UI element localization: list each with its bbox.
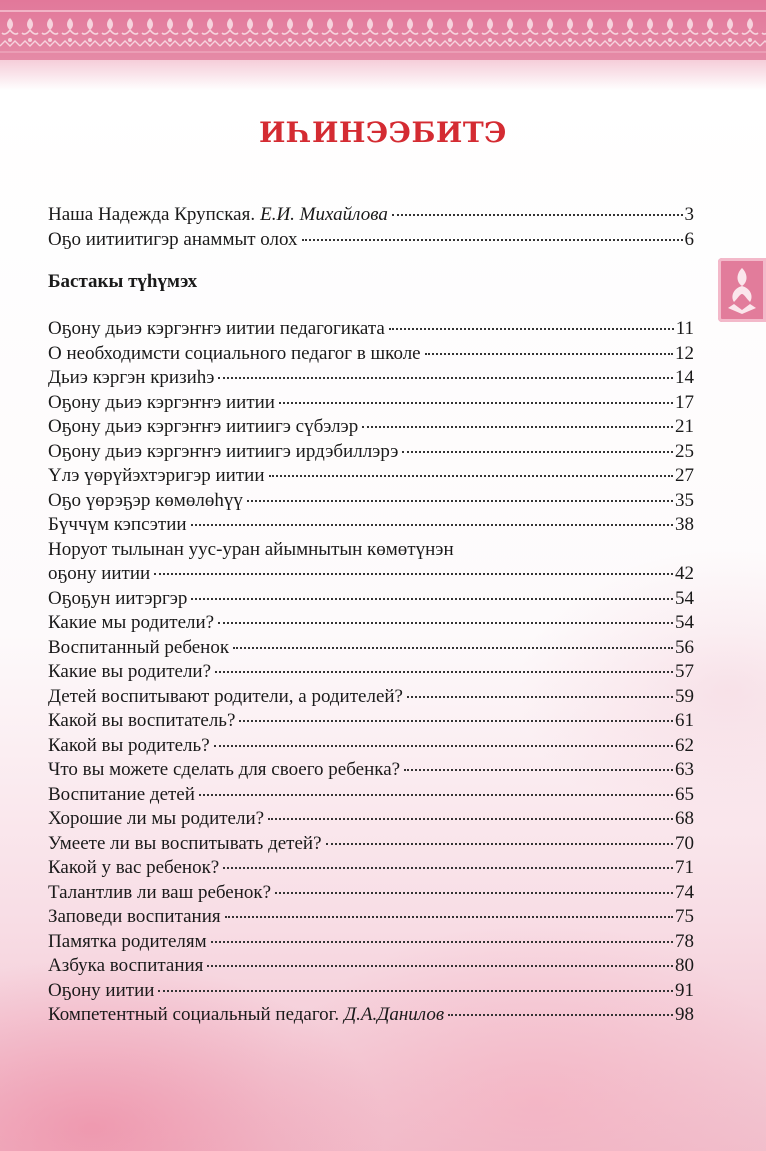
leader-dots	[191, 524, 673, 526]
leader-dots	[218, 377, 673, 379]
toc-entry	[48, 758, 694, 783]
toc-entry	[48, 489, 694, 514]
toc-entry-text: Оҕо иитиитигэр анаммыт олох	[48, 228, 298, 250]
toc-entry-page: 74	[675, 881, 694, 903]
leader-dots	[425, 353, 673, 355]
toc-entry	[48, 905, 694, 930]
toc-entry	[48, 636, 694, 661]
toc-entry-text: Хорошие ли мы родители?	[48, 808, 265, 829]
toc-entry-page: 54	[675, 612, 694, 633]
leader-dots	[211, 941, 673, 943]
toc-entry-page: 25	[675, 440, 694, 462]
toc-entry-text: Памятка родителям	[48, 930, 207, 952]
toc-entry	[48, 342, 694, 367]
leader-dots	[407, 696, 673, 698]
toc-entry	[48, 856, 694, 881]
toc-entry-page: 70	[675, 832, 694, 854]
toc-entry-page: 3	[684, 204, 694, 225]
toc-entry-text: Оҕону иитии	[48, 979, 155, 1001]
toc-entry	[48, 228, 694, 253]
toc-entry	[48, 783, 694, 808]
toc-entry-text: Заповеди воспитания	[48, 906, 221, 927]
toc-entry	[48, 611, 694, 636]
toc-entry-page: 35	[675, 489, 694, 511]
toc-entry	[48, 881, 694, 906]
toc-entry-page: 38	[675, 514, 694, 535]
page-title: ИҺИНЭЭБИТЭ	[259, 116, 507, 149]
leader-dots	[326, 843, 673, 845]
toc-entry-page: 61	[675, 710, 694, 731]
toc-entry-page: 57	[675, 661, 694, 682]
leader-dots	[392, 214, 683, 216]
toc-entry	[48, 709, 694, 734]
leader-dots	[214, 745, 673, 747]
toc-entry	[48, 1003, 694, 1028]
toc-entry	[48, 513, 694, 538]
leader-dots	[389, 328, 674, 330]
toc-entry-text-line1: Норуот тылынан уус-уран айымнытын көмөтүнэн	[48, 538, 454, 560]
leader-dots	[223, 867, 673, 869]
toc-entry-text: Умеете ли вы воспитывать детей?	[48, 832, 322, 854]
leader-dots	[239, 720, 673, 722]
toc-entry-text: Бүччүм кэпсэтии	[48, 514, 187, 535]
ornament-tab-icon	[718, 258, 766, 322]
toc-entry	[48, 440, 694, 465]
toc-entry-text-line2: оҕону иитии	[48, 563, 151, 584]
top-fade	[0, 60, 766, 90]
leader-dots	[402, 451, 673, 453]
toc-entry-text: Дьиэ кэргэн кризиһэ	[48, 367, 215, 388]
toc-entry-page: 17	[675, 391, 694, 413]
toc-entry-page: 80	[675, 955, 694, 976]
toc-entry-text: Какой вы родитель?	[48, 734, 210, 756]
toc-entry	[48, 391, 694, 416]
toc-entry	[48, 807, 694, 832]
toc-entry-page: 6	[684, 228, 694, 250]
leader-dots	[275, 892, 673, 894]
toc-entry	[48, 562, 694, 587]
toc-entry-page: 68	[675, 808, 694, 829]
leader-dots	[233, 647, 673, 649]
toc-entry-text: Воспитание детей	[48, 783, 195, 805]
leader-dots	[269, 475, 674, 477]
toc-entry-page: 62	[675, 734, 694, 756]
toc-entry-page: 12	[675, 342, 694, 364]
toc-entry	[48, 587, 694, 612]
toc-entry-text: Оҕону дьиэ кэргэҥҥэ иитии педагогиката	[48, 318, 385, 339]
toc-entry-page: 59	[675, 685, 694, 707]
toc-entry	[48, 930, 694, 955]
leader-dots	[191, 598, 673, 600]
toc-entry-text: Оҕону дьиэ кэргэҥҥэ иитиигэ ирдэбиллэрэ	[48, 440, 399, 462]
toc-entry-text: Наша Надежда Крупская.	[48, 204, 256, 225]
toc-entry-page: 21	[675, 416, 694, 437]
leader-dots	[404, 769, 673, 771]
toc-entry	[48, 954, 694, 979]
toc-entry-text: Что вы можете сделать для своего ребенка?	[48, 759, 401, 780]
toc-entry-text: Оҕону дьиэ кэргэҥҥэ иитии	[48, 391, 275, 413]
leader-dots	[158, 990, 673, 992]
toc-entry-text: Детей воспитывают родители, а родителей?	[48, 685, 403, 707]
toc-entry	[48, 685, 694, 710]
leader-dots	[215, 671, 673, 673]
ornament-border	[0, 0, 766, 60]
toc-entry	[48, 415, 694, 440]
leader-dots	[225, 916, 673, 918]
toc-entry	[48, 203, 694, 228]
toc-entry-page: 98	[675, 1004, 694, 1025]
toc-entry-page: 71	[675, 857, 694, 878]
toc-entry-page: 54	[675, 587, 694, 609]
toc-entry	[48, 979, 694, 1004]
toc-entry-page: 65	[675, 783, 694, 805]
leader-dots	[154, 573, 673, 575]
toc-entry-page: 78	[675, 930, 694, 952]
toc-entry-text: Азбука воспитания	[48, 955, 204, 976]
toc-entry-page: 91	[675, 979, 694, 1001]
toc-entry-page: 42	[675, 563, 694, 584]
leader-dots	[279, 402, 673, 404]
toc-entry-author: Д.А.Данилов	[344, 1004, 445, 1025]
leader-dots	[362, 426, 673, 428]
toc-entry-page: 27	[675, 465, 694, 486]
toc-entry-text: О необходимсти социального педагог в школе	[48, 342, 421, 364]
toc-entry-text: Воспитанный ребенок	[48, 636, 230, 658]
toc-entry	[48, 734, 694, 759]
toc-entry-page: 14	[675, 367, 694, 388]
leader-dots	[199, 794, 673, 796]
toc-entry-text: Оҕо үөрэҕэр көмөлөһүү	[48, 489, 243, 511]
toc-entry	[48, 366, 694, 391]
toc-entry-text: Талантлив ли ваш ребенок?	[48, 881, 272, 903]
toc-entry-text: Оҕоҕун иитэргэр	[48, 587, 188, 609]
toc-entry	[48, 317, 694, 342]
leader-dots	[247, 500, 673, 502]
leader-dots	[218, 622, 673, 624]
toc-entry-page: 63	[675, 759, 694, 780]
toc-entry-text: Какой вы воспитатель?	[48, 710, 236, 731]
toc-entry	[48, 660, 694, 685]
section-tab	[718, 258, 766, 322]
toc-entry-text: Үлэ үөрүйэхтэригэр иитии	[48, 465, 265, 486]
toc-entry-text: Компетентный социальный педагог.	[48, 1004, 340, 1025]
table-of-contents	[48, 203, 694, 1028]
toc-entry-page: 75	[675, 906, 694, 927]
toc-entry-text: Какие мы родители?	[48, 612, 215, 633]
ornament-border-pattern-icon	[0, 0, 766, 60]
leader-dots	[207, 965, 673, 967]
leader-dots	[302, 239, 683, 241]
toc-entry-text: Какие вы родители?	[48, 661, 212, 682]
leader-dots	[448, 1014, 673, 1016]
toc-entry-page: 56	[675, 636, 694, 658]
leader-dots	[268, 818, 673, 820]
toc-entry	[48, 832, 694, 857]
toc-entry-page: 11	[675, 318, 694, 339]
toc-entry-text: Какой у вас ребенок?	[48, 857, 220, 878]
section-title: Бастакы түһүмэх	[48, 271, 198, 292]
toc-entry-author: Е.И. Михайлова	[260, 204, 388, 225]
toc-entry-text: Оҕону дьиэ кэргэҥҥэ иитиигэ сүбэлэр	[48, 416, 359, 437]
toc-entry	[48, 464, 694, 489]
